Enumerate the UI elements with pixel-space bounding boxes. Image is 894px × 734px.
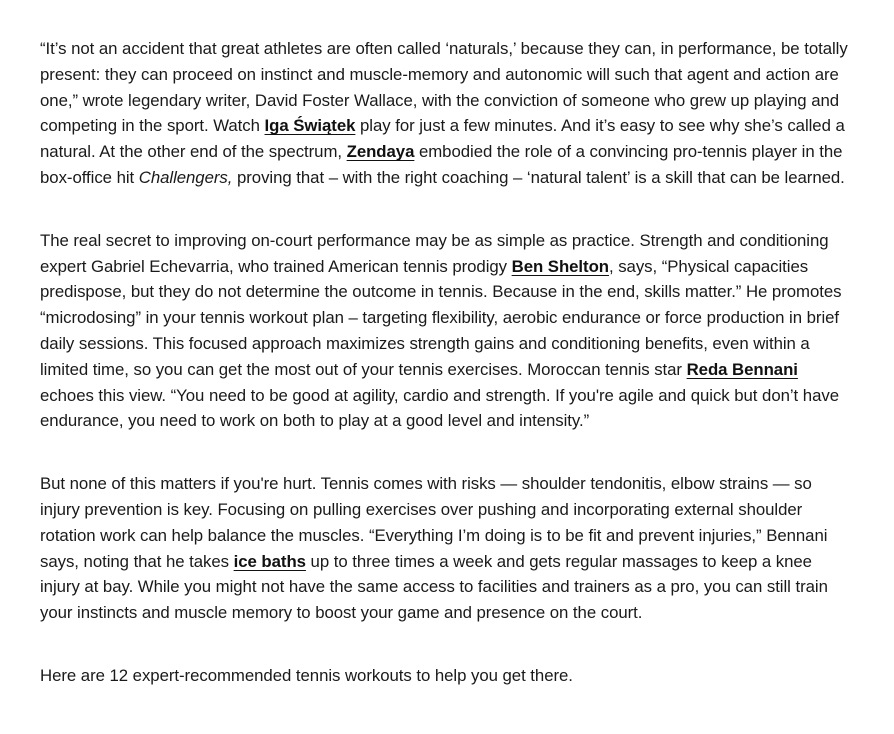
paragraph-text: Here are 12 expert-recommended tennis workouts to help you get there.: [40, 665, 573, 685]
film-title-challengers: Challengers,: [138, 167, 233, 187]
link-ben-shelton[interactable]: Ben Shelton: [511, 256, 609, 276]
link-iga-swiatek[interactable]: Iga Świątek: [264, 116, 356, 136]
paragraph-injury: [40, 471, 850, 626]
link-zendaya[interactable]: Zendaya: [346, 142, 415, 162]
paragraph-text: proving that – with the right coaching – ‘natural talent’ is a skill that can be learned.: [232, 167, 845, 187]
paragraph-text: The real secret to improving on-court performance may be as simple as practice. Strength and conditioning expert Gabriel Echevarria, who trained American tennis prodigy: [40, 230, 829, 276]
paragraph-text: embodied the role of a convincing pro-tennis player in the box-office hit: [40, 142, 843, 187]
link-ice-baths[interactable]: ice baths: [233, 551, 306, 571]
paragraph-text: up to three times a week and gets regular massages to keep a knee injury at bay. While you might not have the same access to facilities and trainers as a pro, you can still train your instincts and muscle memory to boost your game and presence on the court.: [40, 551, 828, 623]
paragraph-text: echoes this view. “You need to be good at agility, cardio and strength. If you're agile and quick but don’t have endurance, you need to work on both to play at a good level and intensity.”: [40, 385, 839, 431]
paragraph-text: But none of this matters if you're hurt. Tennis comes with risks — shoulder tendonitis, elbow strains — so injury prevention is key. Focusing on pulling exercises over pushing and incorporating external shoulder rotation work can help balance the muscles. “Everything I’m doing is to be fit and prevent injuries,” Bennani says, noting that he takes: [40, 474, 828, 571]
link-reda-bennani[interactable]: Reda Bennani: [686, 359, 798, 379]
paragraph-text: “It’s not an accident that great athletes are often called ‘naturals,’ because they can, in performance, be totally present: they can proceed on instinct and muscle-memory and autonomic will such that agent and action are one,” wrote legendary writer, David Foster Wallace, with the conviction of someone who grew up playing and competing in the sport. Watch: [40, 39, 848, 136]
article-body: [40, 36, 850, 689]
paragraph-intro: [40, 36, 850, 191]
paragraph-practice: [40, 228, 850, 434]
paragraph-text: , says, “Physical capacities predispose, but they do not determine the outcome in tennis. Because in the end, skills matter.” He promotes “microdosing” in your tennis workout plan – targeting flexibility, aerobic endurance or force production in brief daily sessions. This focused approach maximizes strength gains and conditioning benefits, even within a limited time, so you can get the most out of your tennis exercises. Moroccan tennis star: [40, 256, 842, 379]
paragraph-outro: [40, 663, 850, 689]
paragraph-text: play for just a few minutes. And it’s easy to see why she’s called a natural. At the other end of the spectrum,: [40, 116, 845, 162]
